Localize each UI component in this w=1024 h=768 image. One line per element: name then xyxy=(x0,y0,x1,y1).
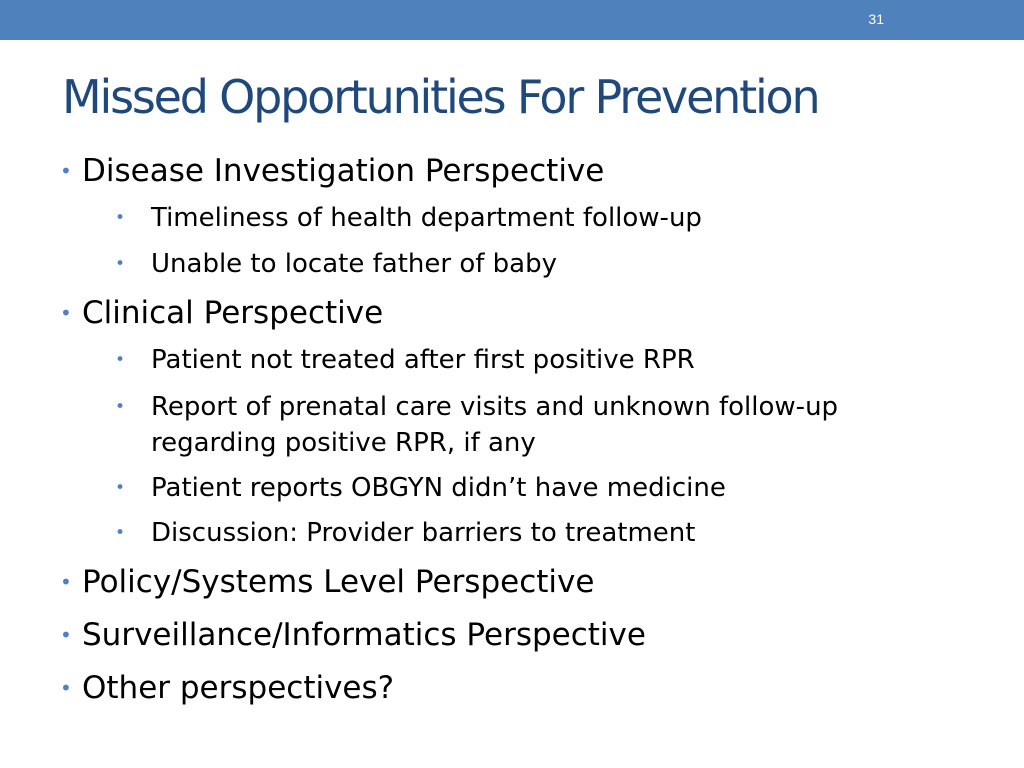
sub-bullet-text: Patient not treated after first positive RPR xyxy=(151,345,695,375)
bullet-other-perspectives xyxy=(60,670,395,706)
sub-bullet-obgyn-medicine xyxy=(115,470,726,506)
bullet-clinical xyxy=(60,295,384,331)
bullet-text: Policy/Systems Level Perspective xyxy=(82,564,595,600)
sub-bullet-dot-icon: • xyxy=(115,350,126,370)
bullet-disease-investigation xyxy=(60,153,605,189)
bullet-policy-systems xyxy=(60,564,595,600)
sub-bullet-provider-barriers xyxy=(115,515,696,551)
sub-bullet-text: Unable to locate father of baby xyxy=(151,249,557,279)
sub-bullet-text: Patient reports OBGYN didn’t have medicine xyxy=(151,473,726,503)
bullet-text: Clinical Perspective xyxy=(82,295,384,331)
sub-bullet-prenatal-care xyxy=(115,389,911,461)
sub-bullet-dot-icon: • xyxy=(115,523,126,543)
sub-bullet-text: Report of prenatal care visits and unknown follow-up regarding positive RPR, if any xyxy=(151,392,839,458)
sub-bullet-dot-icon: • xyxy=(115,254,126,274)
bullet-text: Other perspectives? xyxy=(82,670,395,706)
bullet-dot-icon: • xyxy=(60,623,72,647)
sub-bullet-text: Discussion: Provider barriers to treatment xyxy=(151,518,696,548)
sub-bullet-dot-icon: • xyxy=(115,397,126,417)
sub-bullet-not-treated xyxy=(115,342,695,378)
bullet-surveillance-informatics xyxy=(60,617,646,653)
bullet-dot-icon: • xyxy=(60,570,72,594)
bullet-dot-icon: • xyxy=(60,159,72,183)
bullet-text: Disease Investigation Perspective xyxy=(82,153,605,189)
sub-bullet-locate-father xyxy=(115,246,557,282)
bullet-text: Surveillance/Informatics Perspective xyxy=(82,617,646,653)
bullet-dot-icon: • xyxy=(60,301,72,325)
sub-bullet-text: Timeliness of health department follow-up xyxy=(151,203,702,233)
sub-bullet-dot-icon: • xyxy=(115,208,126,228)
sub-bullet-timeliness xyxy=(115,200,702,236)
slide-number: 31 xyxy=(868,11,884,27)
slide-title: Missed Opportunities For Prevention xyxy=(62,70,819,124)
bullet-dot-icon: • xyxy=(60,676,72,700)
sub-bullet-dot-icon: • xyxy=(115,478,126,498)
